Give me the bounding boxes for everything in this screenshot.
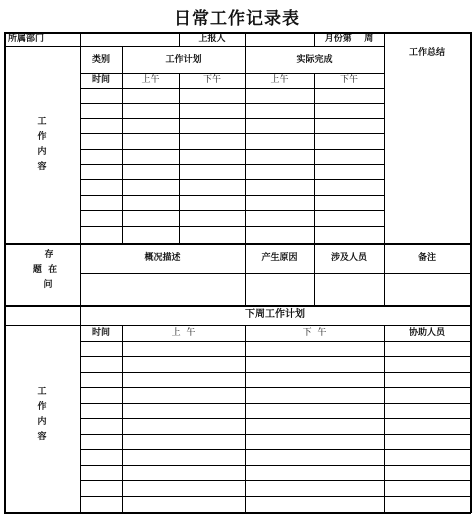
overview-label: 概况描述 (144, 252, 181, 263)
work-row-line-8 (80, 210, 385, 211)
dept-label: 所属部门 (8, 34, 45, 44)
next-week-title: 下周工作计划 (245, 309, 305, 320)
divider-actual-am-pm (314, 73, 315, 244)
pm-label-actual: 下午 (339, 75, 358, 85)
category-label: 类别 (91, 54, 110, 65)
assist-label: 协助人员 (408, 327, 445, 338)
issues-side-label: 存 题 在 问 (32, 250, 58, 290)
divider-plan-am-pm (179, 73, 180, 244)
next-divider-assist (384, 325, 385, 513)
remark-label: 备注 (417, 252, 436, 263)
page-title: 日常工作记录表 (174, 8, 300, 29)
next-row-line-5 (80, 403, 471, 404)
work-row-line-1 (80, 103, 385, 104)
work-row-line-4 (80, 149, 385, 150)
reporter-label: 上报人 (198, 34, 226, 44)
time-label: 时间 (91, 75, 110, 85)
work-row-line-2 (80, 118, 385, 119)
next-row-line-8 (80, 449, 471, 450)
cause-label: 产生原因 (261, 252, 298, 263)
issues-header-bottom (80, 273, 471, 274)
next-row-line-6 (80, 418, 471, 419)
pm-label: 下午 (202, 75, 221, 85)
next-divider-am-pm (245, 325, 246, 513)
next-work-content-side-label: 工 作 内 容 (37, 387, 47, 442)
next-row-line-7 (80, 434, 471, 435)
next-pm-label: 下 午 (302, 327, 327, 338)
summary-label: 工作总结 (408, 47, 445, 58)
work-row-line-7 (80, 195, 385, 196)
am-label-actual: 上午 (270, 75, 289, 85)
next-row-line-3 (80, 372, 471, 373)
work-row-line-9 (80, 226, 385, 227)
next-row-line-11 (80, 496, 471, 497)
table-border-left (4, 32, 6, 513)
work-content-side-label: 工 作 内 容 (37, 117, 47, 172)
am-label: 上午 (141, 75, 160, 85)
divider-reporter-right (245, 32, 246, 47)
plan-label: 工作计划 (165, 54, 202, 65)
actual-label: 实际完成 (296, 54, 333, 65)
next-row-line-9 (80, 465, 471, 466)
table-border-bottom (4, 512, 471, 514)
next-row-line-1 (80, 341, 471, 342)
side-label-divider (4, 325, 81, 326)
next-row-line-10 (80, 480, 471, 481)
people-label: 涉及人员 (330, 252, 367, 263)
next-row-line-4 (80, 387, 471, 388)
next-time-label: 时间 (91, 327, 110, 338)
work-row-line-6 (80, 179, 385, 180)
work-row-line-3 (80, 133, 385, 134)
time-row-bottom (80, 88, 385, 89)
next-row-line-2 (80, 356, 471, 357)
next-am-label: 上 午 (171, 327, 196, 338)
work-row-line-5 (80, 164, 385, 165)
next-divider-time (122, 325, 123, 513)
week-label: 月份第 周 (324, 34, 374, 44)
